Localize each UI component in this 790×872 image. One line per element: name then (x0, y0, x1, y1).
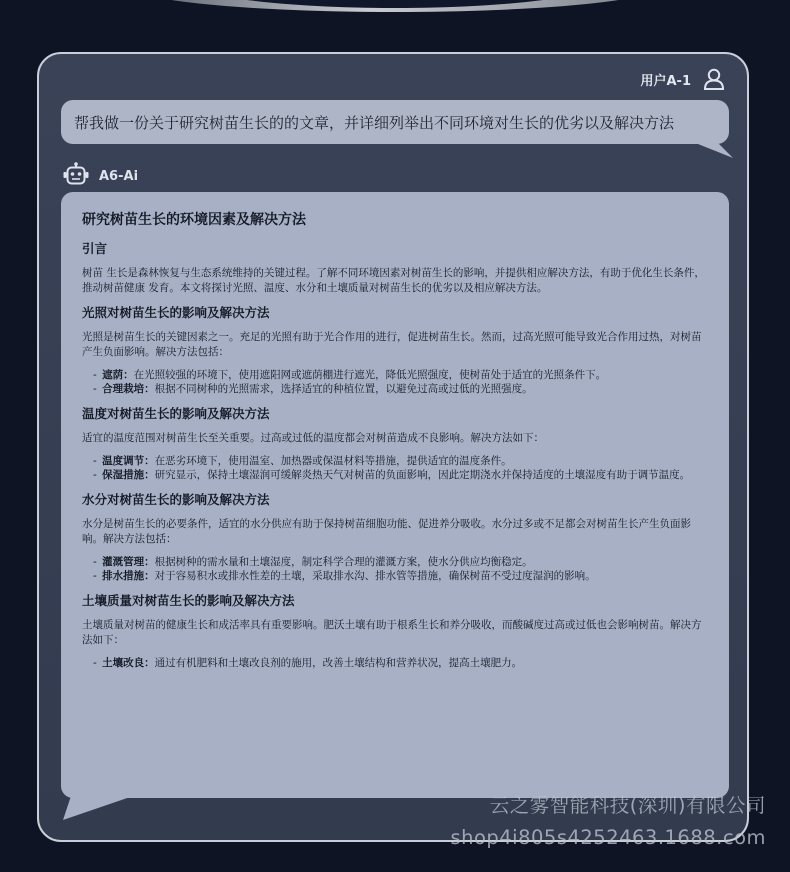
ai-header (63, 162, 138, 190)
list-item-label: 保湿措施： (102, 469, 155, 481)
section-heading-light: 光照对树苗生长的影响及解决方法 (82, 305, 270, 320)
robot-icon (63, 162, 89, 190)
chat-window (37, 52, 749, 842)
section-paragraph-soil: 土壤质量对树苗的健康生长和成活率具有重要影响。肥沃土壤有助于根系生长和养分吸收，而酸碱度过高或过低也会影响树苗。解决方法如下： (82, 619, 702, 646)
list-item-text: 根据不同树种的光照需求，选择适宜的种植位置，以避免过高或过低的光照强度。 (154, 383, 533, 395)
solution-list-light (82, 368, 709, 396)
list-item: - 灌溉管理：根据树种的需水量和土壤湿度，制定科学合理的灌溉方案，使水分供应均衡稳定。 (93, 556, 533, 568)
list-item-text: 通过有机肥料和土壤改良剂的施用，改善土壤结构和营养状况，提高土壤肥力。 (154, 657, 523, 669)
top-decoration (0, 0, 790, 14)
list-item: - 温度调节：在恶劣环境下，使用温室、加热器或保温材料等措施，提供适宜的温度条件。 (93, 455, 512, 467)
solution-list-temperature (82, 454, 709, 482)
user-avatar-icon (703, 68, 725, 90)
intro-heading: 引言 (82, 241, 108, 256)
list-item-text: 研究显示，保持土壤湿润可缓解炎热天气对树苗的负面影响，因此定期浇水并保持适度的土壤湿度有助于调节温度。 (154, 469, 691, 481)
user-header (640, 68, 725, 90)
list-item-text: 根据树种的需水量和土壤湿度，制定科学合理的灌溉方案，使水分供应均衡稳定。 (154, 556, 533, 568)
section-paragraph-light: 光照是树苗生长的关键因素之一。充足的光照有助于光合作用的进行，促进树苗生长。然而，过高光照可能导致光合作用过热，对树苗产生负面影响。解决方法包括： (82, 331, 702, 358)
section-heading-water: 水分对树苗生长的影响及解决方法 (82, 492, 270, 507)
list-item: - 土壤改良：通过有机肥料和土壤改良剂的施用，改善土壤结构和营养状况，提高土壤肥力。 (93, 657, 523, 669)
list-item: - 合理栽培：根据不同树种的光照需求，选择适宜的种植位置，以避免过高或过低的光照强度。 (93, 383, 533, 395)
ai-name: A6-Ai (99, 168, 139, 184)
solution-list-water (82, 555, 709, 583)
section-heading-soil: 土壤质量对树苗生长的影响及解决方法 (82, 593, 295, 608)
list-item: - 排水措施：对于容易积水或排水性差的土壤，采取排水沟、排水管等措施，确保树苗不受过度湿润的影响。 (93, 570, 596, 582)
user-message-text: 帮我做一份关于研究树苗生长的的文章，并详细列举出不同环境对生长的优劣以及解决方法 (74, 113, 675, 132)
intro-paragraph: 树苗 生长是森林恢复与生态系统维持的关键过程。了解不同环境因素对树苗生长的影响，并提供相应解决方法，有助于优化生长条件，推动树苗健康 发育。本文将探讨光照、温度、水分和土壤质量对树苗生长的优劣以及相应解决方法。 (82, 267, 705, 294)
solution-list-soil (82, 656, 709, 670)
list-item-label: 温度调节： (102, 455, 155, 467)
list-item-text: 对于容易积水或排水性差的土壤，采取排水沟、排水管等措施，确保树苗不受过度湿润的影响。 (154, 570, 596, 582)
ai-response-bubble (61, 192, 729, 798)
list-item-label: 合理栽培： (102, 383, 155, 395)
list-item: - 保湿措施：研究显示，保持土壤湿润可缓解炎热天气对树苗的负面影响，因此定期浇水并保持适度的土壤湿度有助于调节温度。 (93, 469, 691, 481)
section-paragraph-water: 水分是树苗生长的必要条件，适宜的水分供应有助于保持树苗细胞功能、促进养分吸收。水分过多或不足都会对树苗生长产生负面影响。解决方法包括： (82, 518, 691, 545)
list-item-text: 在光照较强的环境下，使用遮阳网或遮荫棚进行遮光，降低光照强度，使树苗处于适宜的光照条件下。 (133, 369, 607, 381)
ai-bubble-tail (63, 796, 133, 820)
list-item-label: 灌溉管理： (102, 556, 155, 568)
list-item: - 遮荫：在光照较强的环境下，使用遮阳网或遮荫棚进行遮光，降低光照强度，使树苗处于适宜的光照条件下。 (93, 369, 607, 381)
user-bubble-tail (693, 142, 733, 158)
section-heading-temperature: 温度对树苗生长的影响及解决方法 (82, 406, 270, 421)
user-name: 用户A-1 (640, 73, 691, 89)
list-item-label: 排水措施： (102, 570, 155, 582)
user-message-bubble (61, 100, 729, 144)
watermark-shop-url: shop4i805s4252463.1688.com (450, 826, 766, 849)
article-title: 研究树苗生长的环境因素及解决方法 (82, 212, 306, 228)
list-item-label: 土壤改良： (102, 657, 155, 669)
section-paragraph-temperature: 适宜的温度范围对树苗生长至关重要。过高或过低的温度都会对树苗造成不良影响。解决方法如下： (82, 432, 544, 444)
list-item-label: 遮荫： (102, 369, 134, 381)
watermark-company: 云之雾智能科技(深圳)有限公司 (489, 794, 766, 817)
list-item-text: 在恶劣环境下，使用温室、加热器或保温材料等措施，提供适宜的温度条件。 (154, 455, 512, 467)
